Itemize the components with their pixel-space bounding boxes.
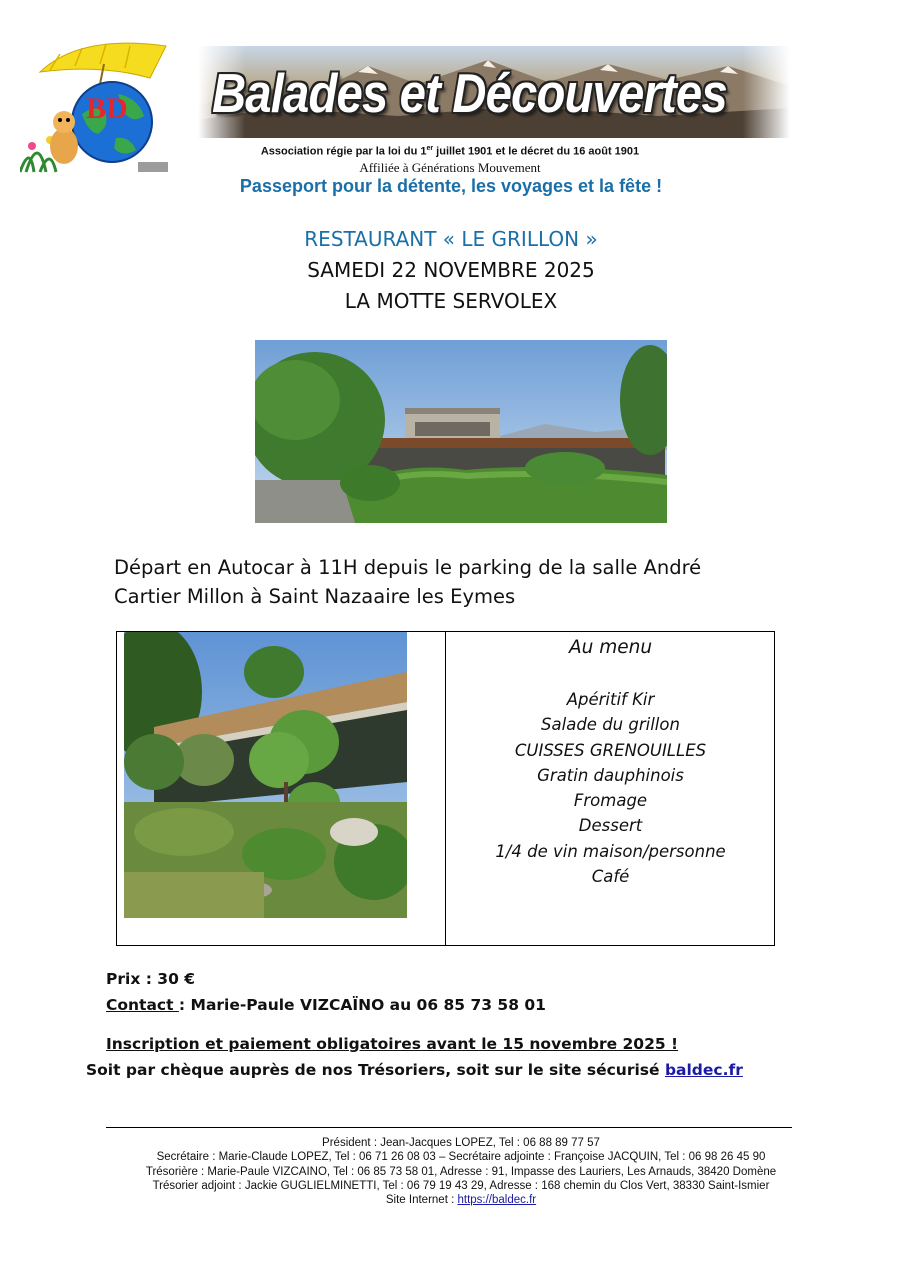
footer-site-label: Site Internet : [385, 1194, 458, 1207]
menu-item: Café [591, 867, 630, 887]
association-logo [20, 34, 168, 174]
menu-item: 1/4 de vin maison/personne [495, 841, 726, 861]
contact-line [106, 996, 546, 1014]
contact-text: : Marie-Paule VIZCAÏNO au 06 85 73 58 01 [178, 996, 546, 1014]
menu-column [446, 634, 775, 889]
menu-item: Fromage [573, 791, 648, 811]
footer-secretary: Secrétaire : Marie-Claude LOPEZ, Tel : 06 71 26 08 03 – Secrétaire adjointe : Françoise JACQUIN, Tel : 06 98 26 45 90 [156, 1151, 766, 1164]
departure-line: Cartier Millon à Saint Nazaaire les Eymes [114, 585, 516, 608]
event-title: RESTAURANT « LE GRILLON » [304, 227, 598, 251]
footer-site [100, 1193, 822, 1207]
payment-text: Soit par chèque auprès de nos Trésoriers, soit sur le site sécurisé [86, 1061, 665, 1079]
association-legal-line [200, 145, 700, 158]
logo-letters: BD [86, 92, 128, 125]
footer-site-link[interactable]: https://baldec.fr [457, 1194, 537, 1207]
menu-item: Apéritif Kir [566, 690, 655, 709]
footer-divider [106, 1127, 792, 1128]
assoc-line-sup: er [426, 145, 434, 152]
restaurant-photo [255, 340, 667, 523]
tagline: Passeport pour la détente, les voyages et la fête ! [239, 176, 663, 196]
menu-item: Salade du grillon [541, 715, 680, 735]
registration-notice: Inscription et paiement obligatoires avant le 15 novembre 2025 ! [106, 1035, 679, 1053]
event-date: SAMEDI 22 NOVEMBRE 2025 [307, 258, 595, 282]
event-place: LA MOTTE SERVOLEX [344, 289, 558, 313]
menu-item: Dessert [578, 816, 643, 836]
menu-item: CUISSES GRENOUILLES [514, 740, 707, 760]
contact-label: Contact [106, 996, 179, 1014]
menu-item: Gratin dauphinois [537, 765, 684, 785]
footer-president: Président : Jean-Jacques LOPEZ, Tel : 06 88 89 77 57 [322, 1137, 600, 1149]
banner-title: Balades et Découvertes [212, 62, 727, 124]
price: Prix : 30 € [106, 970, 196, 988]
affiliation: Affiliée à Générations Mouvement [359, 160, 541, 175]
departure-info [114, 553, 804, 611]
menu-heading: Au menu [568, 637, 653, 658]
assoc-line-part: juillet 1901 et le décret du 16 août 1901 [433, 145, 640, 158]
garden-photo [124, 632, 407, 918]
assoc-line-part: Association régie par la loi du 1 [260, 145, 427, 158]
payment-line [86, 1061, 743, 1079]
footer-deputy-treasurer: Trésorier adjoint : Jackie GUGLIELMINETTI, Tel : 06 79 19 43 29, Adresse : 168 chemin du Clos Vert, 38330 Saint-Ismier [152, 1179, 770, 1192]
footer-treasurer: Trésorière : Marie-Paule VIZCAINO, Tel : 06 85 73 58 01, Adresse : 91, Impasse des Lauriers, Les Arnauds, 38420 Domène [145, 1165, 777, 1178]
website-link[interactable]: baldec.fr [664, 1061, 743, 1079]
departure-line: Départ en Autocar à 11H depuis le parking de la salle André [114, 556, 702, 579]
footer [100, 1136, 822, 1207]
menu-items [446, 687, 775, 889]
